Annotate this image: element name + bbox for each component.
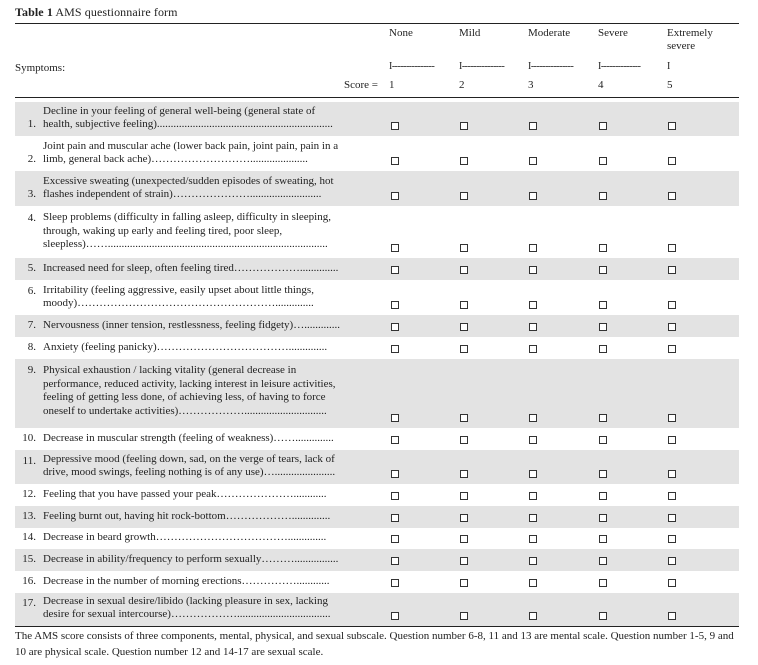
checkbox-severe[interactable] <box>599 192 607 200</box>
checkbox-severe[interactable] <box>599 414 607 422</box>
symptom-number: 6. <box>27 285 36 297</box>
col-none: None <box>389 27 413 39</box>
checkbox-severe[interactable] <box>599 157 607 165</box>
checkbox-extremely-severe[interactable] <box>668 470 676 478</box>
checkbox-severe[interactable] <box>599 244 607 252</box>
checkbox-severe[interactable] <box>599 266 607 274</box>
checkbox-none[interactable] <box>391 323 399 331</box>
table-label: Table 1 <box>15 5 53 19</box>
scale-dash-2: I--------------- <box>459 61 505 72</box>
checkbox-severe[interactable] <box>599 301 607 309</box>
checkbox-mild[interactable] <box>460 557 468 565</box>
checkbox-moderate[interactable] <box>529 323 537 331</box>
symptom-row <box>15 258 739 280</box>
checkbox-mild[interactable] <box>460 579 468 587</box>
checkbox-moderate[interactable] <box>529 436 537 444</box>
symptom-text: Joint pain and muscular ache (lower back pain, joint pain, pain in a limb, general back ache)………………………..................... <box>43 139 339 166</box>
checkbox-none[interactable] <box>391 192 399 200</box>
checkbox-severe[interactable] <box>599 436 607 444</box>
col-severe: Severe <box>598 27 628 39</box>
symptom-text: Increased need for sleep, often feeling tired……………….............. <box>43 262 339 275</box>
checkbox-moderate[interactable] <box>529 535 537 543</box>
checkbox-moderate[interactable] <box>529 514 537 522</box>
checkbox-none[interactable] <box>391 557 399 565</box>
checkbox-mild[interactable] <box>460 157 468 165</box>
checkbox-extremely-severe[interactable] <box>668 579 676 587</box>
checkbox-mild[interactable] <box>460 301 468 309</box>
symptom-text: Decrease in muscular strength (feeling of weakness)…….............. <box>43 432 334 445</box>
symptom-row <box>15 484 739 506</box>
checkbox-extremely-severe[interactable] <box>668 266 676 274</box>
symptom-number: 1. <box>27 118 36 131</box>
symptom-row <box>15 528 739 549</box>
checkbox-none[interactable] <box>391 535 399 543</box>
footnote: The AMS score consists of three components, mental, physical, and sexual subscale. Question number 6-8, 11 and 13 are mental scale. Question number 1-5, 9 and 10 are physical scale. Question number 12 and 14-17 are sexual scale. <box>15 630 734 658</box>
checkbox-extremely-severe[interactable] <box>668 122 676 130</box>
symptom-text: Nervousness (inner tension, restlessness, feeling fidgety)…............. <box>43 319 340 332</box>
checkbox-mild[interactable] <box>460 612 468 620</box>
checkbox-none[interactable] <box>391 612 399 620</box>
checkbox-severe[interactable] <box>599 345 607 353</box>
scale-dash-5: I <box>667 61 670 72</box>
checkbox-none[interactable] <box>391 414 399 422</box>
symptom-text: Depressive mood (feeling down, sad, on the verge of tears, lack of drive, mood swings, feeling nothing is of any use)…...................... <box>43 452 336 479</box>
checkbox-none[interactable] <box>391 436 399 444</box>
symptom-text: Excessive sweating (unexpected/sudden episodes of sweating, hot flashes independent of strain)………………….......................... <box>43 174 334 201</box>
symptom-text: Decline in your feeling of general well-being (general state of health, subjective feeling)................................................................ <box>43 104 333 131</box>
symptom-row <box>15 102 739 136</box>
symptom-number: 11. <box>22 455 36 467</box>
symptom-row <box>15 549 739 571</box>
checkbox-none[interactable] <box>391 301 399 309</box>
symptom-text: Anxiety (feeling panicky)……………………………….............. <box>43 341 328 354</box>
symptom-text: Decrease in sexual desire/libido (lacking pleasure in sex, lacking desire for sexual intercourse)……………….................................. <box>43 594 331 621</box>
checkbox-severe[interactable] <box>599 492 607 500</box>
checkbox-moderate[interactable] <box>529 579 537 587</box>
checkbox-extremely-severe[interactable] <box>668 514 676 522</box>
symptom-number: 14. <box>22 531 36 544</box>
checkbox-mild[interactable] <box>460 492 468 500</box>
symptom-text: Decrease in ability/frequency to perform sexually………................ <box>43 553 339 566</box>
symptom-text: Decrease in the number of morning erections……………............ <box>43 575 330 588</box>
checkbox-extremely-severe[interactable] <box>668 535 676 543</box>
symptom-number: 16. <box>22 575 36 588</box>
symptom-number: 15. <box>22 553 36 566</box>
col-moderate: Moderate <box>528 27 571 39</box>
score-2: 2 <box>459 79 465 91</box>
checkbox-none[interactable] <box>391 492 399 500</box>
checkbox-mild[interactable] <box>460 244 468 252</box>
col-mild: Mild <box>459 27 481 39</box>
checkbox-severe[interactable] <box>599 579 607 587</box>
checkbox-moderate[interactable] <box>529 557 537 565</box>
symptom-row <box>15 136 739 171</box>
checkbox-severe[interactable] <box>599 470 607 478</box>
symptom-row <box>15 450 739 484</box>
checkbox-mild[interactable] <box>460 535 468 543</box>
checkbox-mild[interactable] <box>460 470 468 478</box>
checkbox-mild[interactable] <box>460 192 468 200</box>
checkbox-mild[interactable] <box>460 122 468 130</box>
checkbox-moderate[interactable] <box>529 192 537 200</box>
checkbox-extremely-severe[interactable] <box>668 557 676 565</box>
checkbox-extremely-severe[interactable] <box>668 157 676 165</box>
symptom-text: Irritability (feeling aggressive, easily upset about little things, moody)……………………………………………….............. <box>43 283 314 310</box>
checkbox-none[interactable] <box>391 122 399 130</box>
symptom-row <box>15 506 739 528</box>
checkbox-mild[interactable] <box>460 436 468 444</box>
checkbox-moderate[interactable] <box>529 244 537 252</box>
checkbox-severe[interactable] <box>599 557 607 565</box>
checkbox-severe[interactable] <box>599 514 607 522</box>
symptom-text: Feeling burnt out, having hit rock-bottom……………….............. <box>43 510 331 523</box>
checkbox-extremely-severe[interactable] <box>668 192 676 200</box>
checkbox-extremely-severe[interactable] <box>668 244 676 252</box>
score-3: 3 <box>528 79 534 91</box>
symptom-number: 13. <box>22 510 36 523</box>
symptom-number: 4. <box>27 212 36 224</box>
symptom-row <box>15 206 739 258</box>
checkbox-moderate[interactable] <box>529 266 537 274</box>
symptom-text: Decrease in beard growth……………………………….............. <box>43 531 327 544</box>
checkbox-severe[interactable] <box>599 122 607 130</box>
symptom-number: 7. <box>27 319 36 332</box>
score-label: Score = <box>344 79 378 91</box>
checkbox-moderate[interactable] <box>529 157 537 165</box>
checkbox-severe[interactable] <box>599 612 607 620</box>
scale-dash-4: I-------------- <box>598 61 641 72</box>
checkbox-extremely-severe[interactable] <box>668 414 676 422</box>
symptoms-label: Symptoms: <box>15 62 66 74</box>
checkbox-extremely-severe[interactable] <box>668 323 676 331</box>
symptom-row <box>15 428 739 450</box>
checkbox-none[interactable] <box>391 266 399 274</box>
symptom-row <box>15 593 739 626</box>
checkbox-moderate[interactable] <box>529 492 537 500</box>
checkbox-moderate[interactable] <box>529 122 537 130</box>
checkbox-moderate[interactable] <box>529 301 537 309</box>
symptom-text: Physical exhaustion / lacking vitality (general decrease in performance, reduced activity, lacking interest in leisure activities, feeling of getting less done, of achieving less, of having to force oneself to undertake activities)……………….............................. <box>43 364 336 417</box>
symptom-row <box>15 359 739 428</box>
checkbox-mild[interactable] <box>460 266 468 274</box>
checkbox-none[interactable] <box>391 157 399 165</box>
symptom-number: 5. <box>27 262 36 275</box>
checkbox-moderate[interactable] <box>529 470 537 478</box>
checkbox-extremely-severe[interactable] <box>668 492 676 500</box>
symptom-number: 9. <box>27 364 36 376</box>
checkbox-none[interactable] <box>391 244 399 252</box>
checkbox-severe[interactable] <box>599 323 607 331</box>
symptom-row <box>15 171 739 206</box>
symptom-number: 17. <box>22 597 36 609</box>
bottom-rule <box>15 626 739 627</box>
checkbox-extremely-severe[interactable] <box>668 612 676 620</box>
symptom-text: Sleep problems (difficulty in falling asleep, difficulty in sleeping, through, waking up early and feeling tired, poor sleep, sleepless)……................................................................................ <box>43 211 331 251</box>
scale-dash-3: I--------------- <box>528 61 574 72</box>
checkbox-moderate[interactable] <box>529 612 537 620</box>
checkbox-none[interactable] <box>391 470 399 478</box>
checkbox-mild[interactable] <box>460 323 468 331</box>
symptom-text: Feeling that you have passed your peak…………………............ <box>43 488 327 501</box>
symptom-number: 2. <box>27 153 36 166</box>
checkbox-extremely-severe[interactable] <box>668 301 676 309</box>
header-rule <box>15 97 739 98</box>
checkbox-none[interactable] <box>391 514 399 522</box>
symptom-row <box>15 280 739 315</box>
score-4: 4 <box>598 79 604 91</box>
checkbox-mild[interactable] <box>460 345 468 353</box>
checkbox-extremely-severe[interactable] <box>668 345 676 353</box>
symptom-row <box>15 337 739 359</box>
symptom-row <box>15 571 739 593</box>
checkbox-none[interactable] <box>391 579 399 587</box>
checkbox-moderate[interactable] <box>529 414 537 422</box>
symptom-row <box>15 315 739 337</box>
symptom-number: 12. <box>22 488 36 501</box>
checkbox-severe[interactable] <box>599 535 607 543</box>
score-1: 1 <box>389 79 395 91</box>
table-caption <box>15 5 178 20</box>
checkbox-mild[interactable] <box>460 514 468 522</box>
symptom-number: 3. <box>27 188 36 201</box>
checkbox-extremely-severe[interactable] <box>668 436 676 444</box>
score-5: 5 <box>667 79 673 91</box>
col-extremely-severe: Extremely severe <box>667 27 713 52</box>
checkbox-moderate[interactable] <box>529 345 537 353</box>
table-title: AMS questionnaire form <box>55 5 178 19</box>
symptom-number: 10. <box>22 432 36 445</box>
top-rule <box>15 23 739 24</box>
scale-dash-1: I--------------- <box>389 61 435 72</box>
checkbox-mild[interactable] <box>460 414 468 422</box>
symptom-number: 8. <box>27 341 36 354</box>
checkbox-none[interactable] <box>391 345 399 353</box>
